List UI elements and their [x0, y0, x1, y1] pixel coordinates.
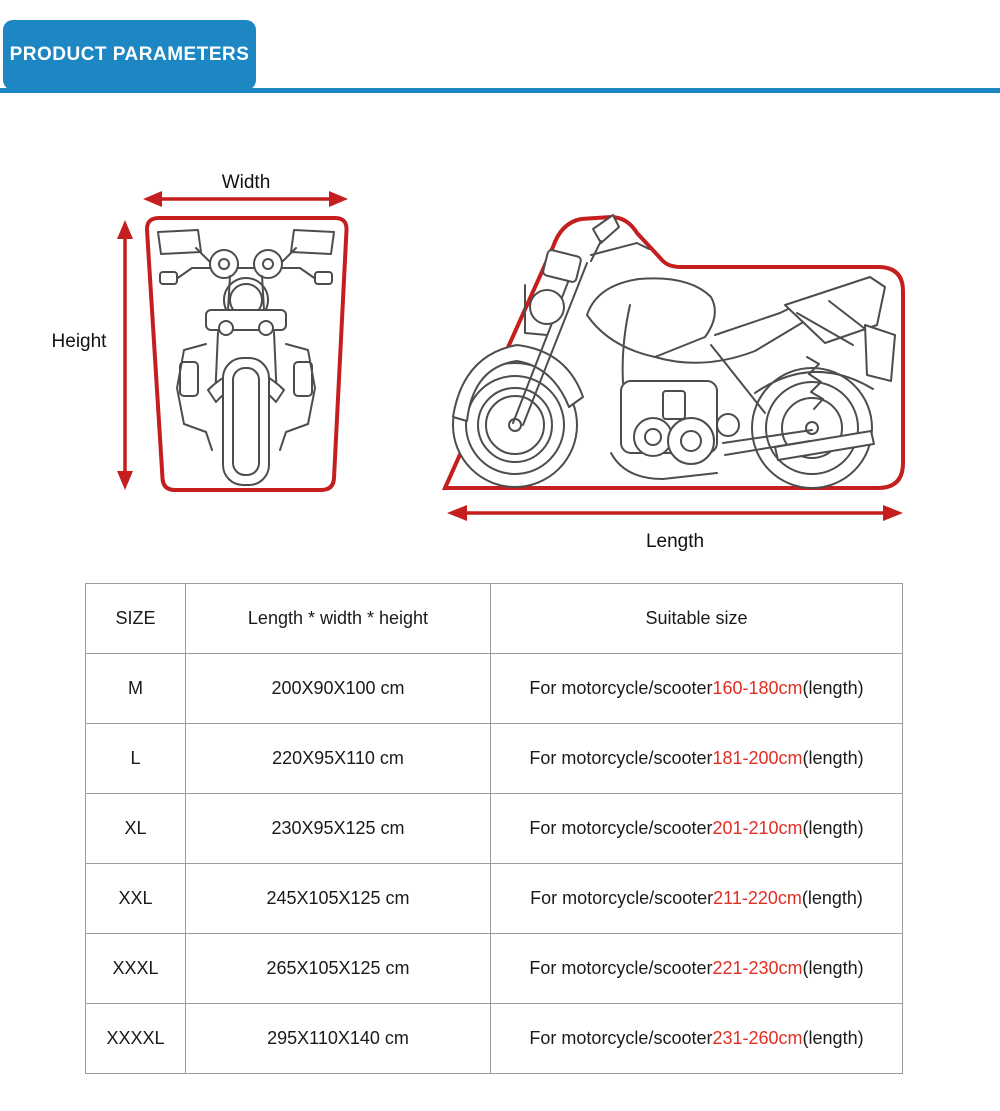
suitable-suffix: (length) [802, 818, 864, 838]
suitable-cell [491, 934, 903, 1004]
suitable-cell [491, 1004, 903, 1074]
height-arrow [117, 220, 133, 490]
suitable-prefix: For motorcycle/scooter [529, 958, 713, 978]
width-arrow [143, 191, 348, 207]
dimensions-cell: 230X95X125 cm [186, 794, 491, 864]
suitable-cell [491, 794, 903, 864]
size-cell: XXXXL [86, 1004, 186, 1074]
suitable-prefix: For motorcycle/scooter [529, 748, 713, 768]
suitable-suffix: (length) [802, 958, 864, 978]
col-header-size: SIZE [86, 584, 186, 654]
width-dimension-label: Width [221, 172, 271, 193]
size-cell: XXL [86, 864, 186, 934]
suitable-prefix: For motorcycle/scooter [529, 678, 713, 698]
suitable-range: 201-210cm [712, 818, 803, 838]
suitable-suffix: (length) [802, 1028, 864, 1048]
length-dimension-label: Length [645, 531, 705, 552]
dimensions-cell: 265X105X125 cm [186, 934, 491, 1004]
section-banner [3, 20, 256, 90]
motorcycle-front-line-art [158, 230, 334, 485]
suitable-prefix: For motorcycle/scooter [530, 888, 714, 908]
dimensions-cell: 220X95X110 cm [186, 724, 491, 794]
section-banner-title: PRODUCT PARAMETERS [9, 44, 250, 65]
suitable-suffix: (length) [802, 678, 864, 698]
suitable-suffix: (length) [801, 888, 863, 908]
size-table [85, 583, 903, 1074]
size-cell: L [86, 724, 186, 794]
suitable-range: 181-200cm [712, 748, 803, 768]
suitable-prefix: For motorcycle/scooter [529, 818, 713, 838]
dimensions-cell: 245X105X125 cm [186, 864, 491, 934]
size-cell: XXXL [86, 934, 186, 1004]
size-cell: M [86, 654, 186, 724]
suitable-range: 160-180cm [712, 678, 803, 698]
col-header-suitable: Suitable size [491, 584, 903, 654]
size-cell: XL [86, 794, 186, 864]
suitable-suffix: (length) [802, 748, 864, 768]
accent-divider-line [0, 88, 1000, 93]
length-arrow [447, 505, 903, 521]
motorcycle-side-line-art [453, 215, 895, 488]
side-view-diagram [425, 185, 925, 557]
dimensions-cell: 295X110X140 cm [186, 1004, 491, 1074]
suitable-cell [491, 654, 903, 724]
suitable-range: 231-260cm [712, 1028, 803, 1048]
suitable-range: 211-220cm [713, 888, 802, 908]
suitable-range: 221-230cm [712, 958, 803, 978]
col-header-dimensions: Length * width * height [186, 584, 491, 654]
suitable-prefix: For motorcycle/scooter [529, 1028, 713, 1048]
front-view-diagram [40, 162, 370, 507]
height-dimension-label: Height [51, 331, 107, 352]
dimensions-cell: 200X90X100 cm [186, 654, 491, 724]
suitable-cell [491, 724, 903, 794]
suitable-cell [491, 864, 903, 934]
